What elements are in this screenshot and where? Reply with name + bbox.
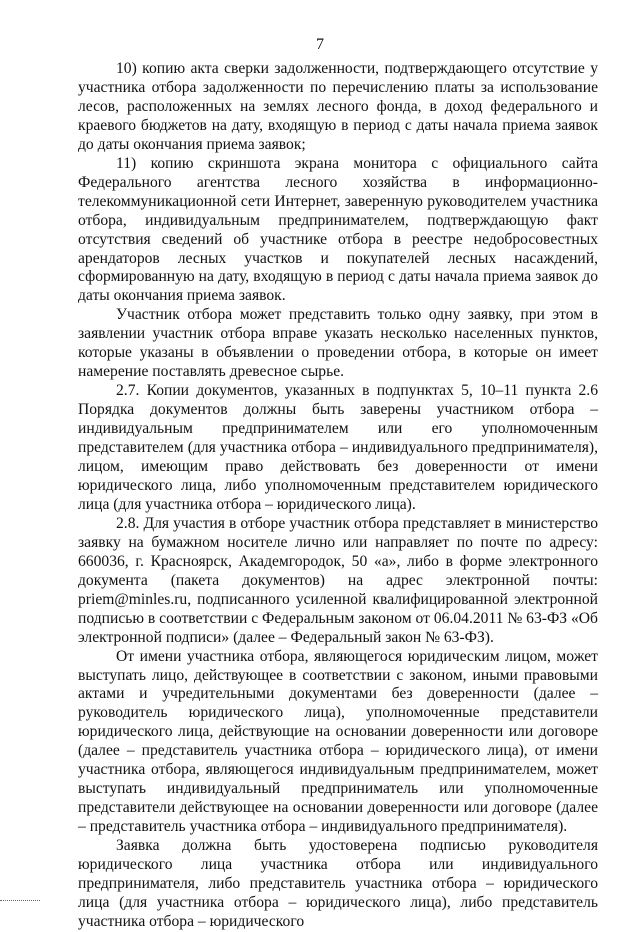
- paragraph-item-11: 11) копию скриншота экрана монитора с официального сайта Федерального агентства лесного хозяйства в информационно-телекоммуникационной сети Интернет, заверенную руководителем участника отбора, индивидуальным предпринимателем, подтверждающую факт отсутствия сведений об участнике отбора в реестре недобросовестных арендаторов лесных участков и покупателей лесных насаждений, сформированную на дату, входящую в период с даты начала приема заявок до даты окончания приема заявок.: [78, 154, 598, 305]
- document-body: [78, 60, 598, 932]
- paragraph-item-10: 10) копию акта сверки задолженности, подтверждающего отсутствие у участника отбора задолженности по перечислению платы за использование лесов, расположенных на землях лесного фонда, в доход федерального и краевого бюджетов на дату, входящую в период с даты начала приема заявок до даты окончания приема заявок;: [78, 60, 598, 153]
- paragraph-representatives: От имени участника отбора, являющегося юридическим лицом, может выступать лицо, действующее в соответствии с законом, иными правовыми актами и учредительными документами без доверенности (далее – руководитель юридического лица), уполномоченные представители юридического лица, действующие на основании доверенности или договоре (далее – представитель участника отбора – юридического лица), от имени участника отбора, являющегося индивидуальным предпринимателем, может выступать индивидуальный предприниматель или уполномоченные представители действующее на основании доверенности или договоре (далее – представитель участника отбора – индивидуального предпринимателя).: [78, 647, 598, 836]
- paragraph-application-signature: Заявка должна быть удостоверена подписью руководителя юридического лица участника отбора или индивидуального предпринимателя, либо представитель участника отбора – юридического лица (для участника отбора – юридического лица), либо представитель участника отбора – юридического: [78, 837, 598, 930]
- scan-edge-mark: [0, 900, 40, 901]
- paragraph-2-7: 2.7. Копии документов, указанных в подпунктах 5, 10–11 пункта 2.6 Порядка документов должны быть заверены участником отбора – индивидуальным предпринимателем или его уполномоченным представителем (для участника отбора – индивидуального предпринимателя), лицом, имеющим право действовать без доверенности от имени юридического лица, либо уполномоченным представителем юридического лица (для участника отбора – юридического лица).: [78, 382, 598, 513]
- paragraph-2-8: 2.8. Для участия в отборе участник отбора представляет в министерство заявку на бумажном носителе лично или направляет по почте по адресу: 660036, г. Красноярск, Академгородок, 50 «а», либо в форме электронного документа (пакета документов) на адрес электронной почты: priem@minles.ru, подписанного усиленной квалифицированной электронной подписью в соответствии с Федеральным законом от 06.04.2011 № 63-ФЗ «Об электронной подписи» (далее – Федеральный закон № 63-ФЗ).: [78, 514, 598, 646]
- page-number: 7: [316, 36, 324, 53]
- paragraph-single-application: Участник отбора может представить только одну заявку, при этом в заявлении участник отбора вправе указать несколько населенных пунктов, которые указаны в объявлении о проведении отбора, в которые он имеет намерение поставлять древесное сырье.: [78, 306, 598, 381]
